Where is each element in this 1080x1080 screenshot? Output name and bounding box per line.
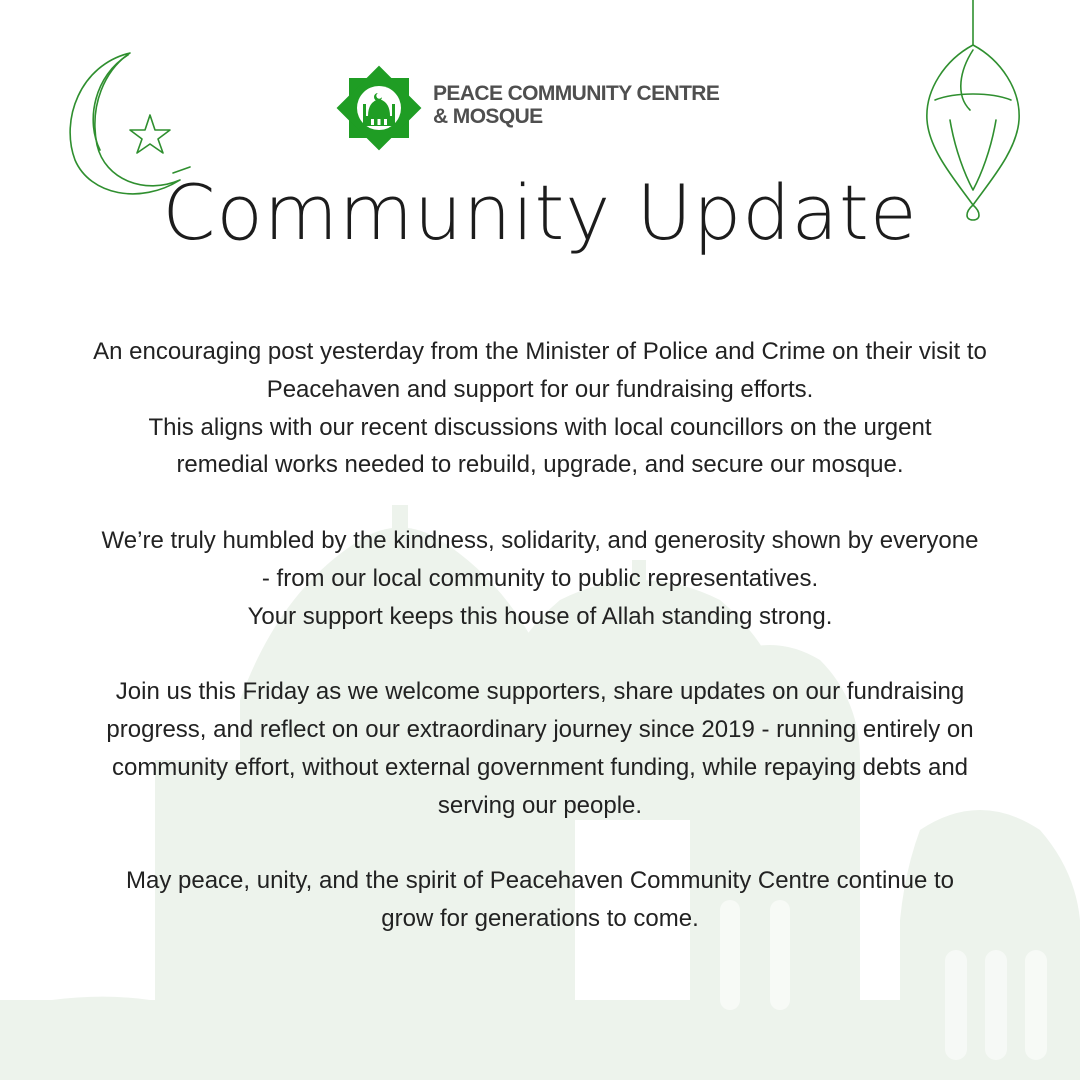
text-line: community effort, without external government funding, while repaying debts and (111, 753, 969, 781)
logo-line-1: PEACE COMMUNITY CENTRE (433, 82, 720, 105)
paragraph-thanks (40, 522, 1040, 635)
text-line: May peace, unity, and the spirit of Peacehaven Community Centre continue to (125, 867, 954, 895)
mosque-star-logo-icon (335, 64, 423, 152)
logo-wordmark (433, 82, 719, 128)
text-line: Join us this Friday as we welcome supporters, share updates on our fundraising (115, 678, 965, 706)
page-title: Community Update (162, 168, 918, 257)
text-line: remedial works needed to rebuild, upgrade, and secure our mosque. (176, 451, 904, 479)
text-line: This aligns with our recent discussions with local councillors on the urgent (148, 413, 932, 441)
paragraph-closing-prayer (40, 862, 1040, 938)
update-body (40, 333, 1040, 938)
text-line: - from our local community to public representatives. (261, 564, 819, 592)
text-line: grow for generations to come. (381, 904, 699, 932)
logo-line-2: & MOSQUE (433, 105, 543, 128)
text-line: We’re truly humbled by the kindness, solidarity, and generosity shown by everyone (101, 526, 979, 554)
organisation-logo (335, 64, 755, 154)
text-line: serving our people. (437, 791, 643, 819)
text-line: Peacehaven and support for our fundraising efforts. (266, 375, 814, 403)
paragraph-friday-event (40, 673, 1040, 824)
text-line: progress, and reflect on our extraordinary journey since 2019 - running entirely on (106, 715, 974, 743)
text-line: Your support keeps this house of Allah standing strong. (247, 602, 833, 630)
paragraph-minister-visit (40, 333, 1040, 484)
text-line: An encouraging post yesterday from the Minister of Police and Crime on their visit to (93, 338, 987, 365)
